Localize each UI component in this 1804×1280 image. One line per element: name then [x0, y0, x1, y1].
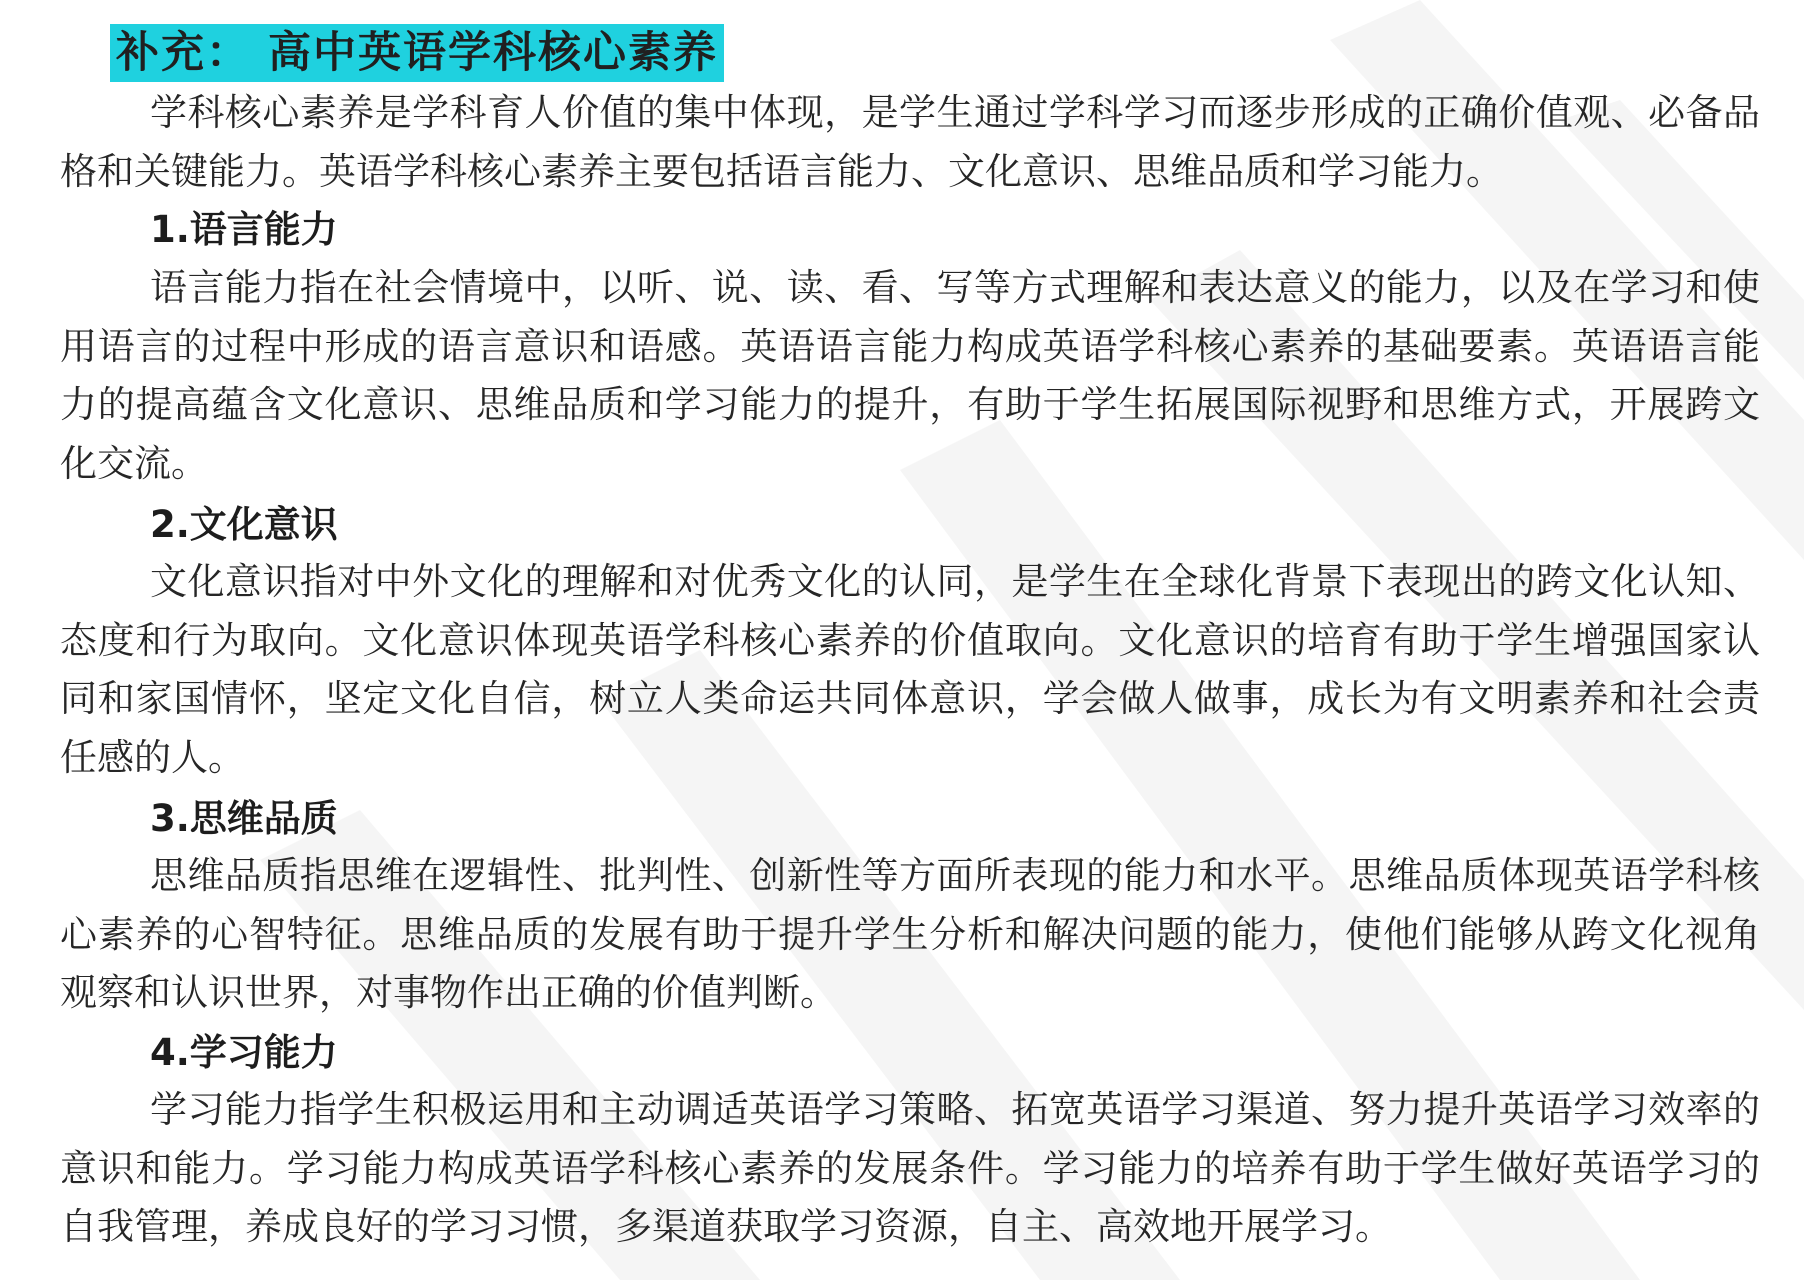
section-body-thinking-quality: 思维品质指思维在逻辑性、批判性、创新性等方面所表现的能力和水平。思维品质体现英语学科核心素养的心智特征。思维品质的发展有助于提升学生分析和解决问题的能力，使他们能够从跨文化视角观察和认识世界，对事物作出正确的价值判断。 [60, 854, 1760, 1014]
section-heading-learning-ability: 4.学习能力 [150, 1031, 338, 1074]
section-heading-thinking-quality: 3.思维品质 [150, 797, 338, 840]
section-heading-cultural-awareness: 2.文化意识 [150, 503, 338, 546]
section-body-learning-ability: 学习能力指学生积极运用和主动调适英语学习策略、拓宽英语学习渠道、努力提升英语学习效率的意识和能力。学习能力构成英语学科核心素养的发展条件。学习能力的培养有助于学生做好英语学习的自我管理，养成良好的学习习惯，多渠道获取学习资源，自主、高效地开展学习。 [60, 1088, 1760, 1248]
document-title: 补充： 高中英语学科核心素养 [110, 24, 724, 82]
section-heading-language-ability: 1.语言能力 [150, 208, 338, 251]
intro-paragraph: 学科核心素养是学科育人价值的集中体现，是学生通过学科学习而逐步形成的正确价值观、必备品格和关键能力。英语学科核心素养主要包括语言能力、文化意识、思维品质和学习能力。 [60, 91, 1760, 193]
section-body-language-ability: 语言能力指在社会情境中，以听、说、读、看、写等方式理解和表达意义的能力，以及在学习和使用语言的过程中形成的语言意识和语感。英语语言能力构成英语学科核心素养的基础要素。英语语言能力的提高蕴含文化意识、思维品质和学习能力的提升，有助于学生拓展国际视野和思维方式，开展跨文化交流。 [60, 266, 1760, 485]
section-body-cultural-awareness: 文化意识指对中外文化的理解和对优秀文化的认同，是学生在全球化背景下表现出的跨文化认知、态度和行为取向。文化意识体现英语学科核心素养的价值取向。文化意识的培育有助于学生增强国家认同和家国情怀，坚定文化自信，树立人类命运共同体意识，学会做人做事，成长为有文明素养和社会责任感的人。 [60, 560, 1760, 779]
